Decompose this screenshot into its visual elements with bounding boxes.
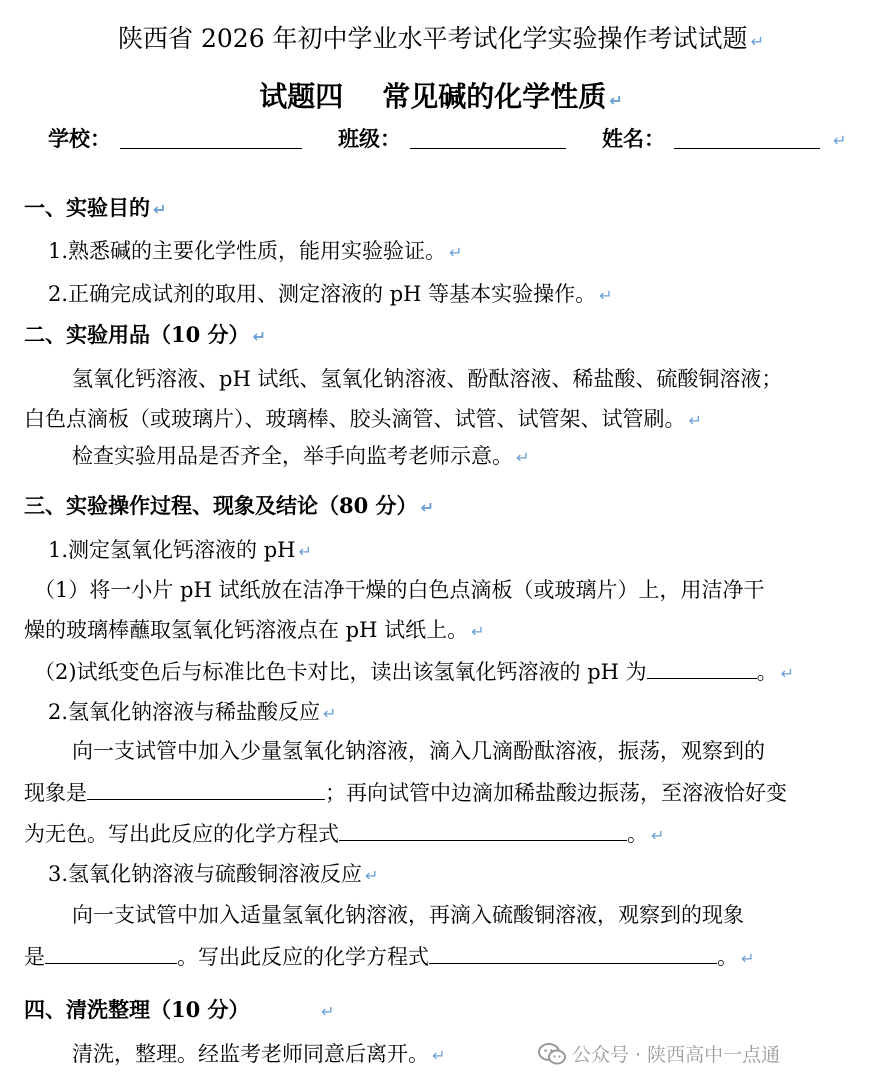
sub1-title: 1.测定氢氧化钙溶液的 pH ↵ [48, 538, 312, 562]
materials-check: 检查实验用品是否齐全，举手向监考老师示意。 ↵ [72, 444, 530, 468]
list-item: 1.熟悉碱的主要化学性质，能用实验验证。 ↵ [48, 239, 463, 263]
school-label: 学校： [48, 126, 111, 151]
sub3-equation-blank[interactable] [429, 941, 717, 964]
watermark-text: 公众号 · 陕西高中一点通 [572, 1044, 781, 1066]
ph-answer-blank[interactable] [647, 656, 757, 679]
exam-title: 陕西省 2026 年初中学业水平考试化学实验操作考试试题 ↵ [118, 24, 764, 53]
paragraph-mark-icon: ↵ [750, 32, 764, 51]
materials-line-2: 白色点滴板（或玻璃片）、玻璃棒、胶头滴管、试管、试管架、试管刷。 ↵ [24, 407, 702, 431]
sub3-title: 3.氢氧化钠溶液与硫酸铜溶液反应 ↵ [48, 862, 379, 886]
section2-heading: 二、实验用品（10 分） ↵ [24, 322, 266, 347]
class-label: 班级： [338, 126, 401, 151]
sub3-line-2: 是 。写出此反应的化学方程式 。 ↵ [24, 941, 754, 974]
sub2-title: 2.氢氧化钠溶液与稀盐酸反应 ↵ [48, 700, 337, 724]
paragraph-mark-icon: ↵ [833, 131, 847, 150]
sub2-line-1: 向一支试管中加入少量氢氧化钠溶液，滴入几滴酚酞溶液，振荡，观察到的 [72, 739, 765, 763]
list-item: 2.正确完成试剂的取用、测定溶液的 pH 等基本实验操作。 ↵ [48, 282, 613, 306]
equation-answer-blank[interactable] [339, 818, 627, 841]
sub2-line-2: 现象是 ；再向试管中边滴加稀盐酸边振荡，至溶液恰好变 [24, 777, 787, 808]
sub1-step2: （2)试纸变色后与标准比色卡对比，读出该氢氧化钙溶液的 pH 为 。 ↵ [34, 656, 794, 689]
section4-heading: 四、清洗整理（10 分） [24, 997, 250, 1022]
question-title: 试题四 常见碱的化学性质 ↵ [259, 80, 623, 113]
cleanup-line: 清洗，整理。经监考老师同意后离开。 ↵ [72, 1042, 446, 1066]
paragraph-mark-icon: ↵ [609, 91, 623, 110]
materials-line-1: 氢氧化钙溶液、pH 试纸、氢氧化钠溶液、酚酞溶液、稀盐酸、硫酸铜溶液； [72, 367, 783, 391]
name-label: 姓名： [602, 126, 665, 151]
section3-heading: 三、实验操作过程、现象及结论（80 分） ↵ [24, 493, 434, 518]
watermark [538, 1040, 780, 1067]
section1-heading: 一、实验目的 ↵ [24, 195, 167, 220]
paragraph-mark-icon: ↵ [321, 1002, 335, 1021]
class-field[interactable] [410, 126, 566, 149]
sub3-phenomenon-blank[interactable] [45, 941, 177, 964]
sub2-line-3: 为无色。写出此反应的化学方程式 。 ↵ [24, 818, 664, 851]
sub1-step1-line-b: 燥的玻璃棒蘸取氢氧化钙溶液点在 pH 试纸上。 ↵ [24, 618, 485, 642]
phenomenon-answer-blank[interactable] [87, 777, 325, 800]
school-field[interactable] [120, 126, 302, 149]
name-field[interactable] [674, 126, 820, 149]
sub3-line-1: 向一支试管中加入适量氢氧化钠溶液，再滴入硫酸铜溶液，观察到的现象 [72, 903, 744, 927]
wechat-icon [538, 1043, 566, 1065]
sub1-step1-line-a: （1）将一小片 pH 试纸放在洁净干燥的白色点滴板（或玻璃片）上，用洁净干 [34, 578, 765, 602]
